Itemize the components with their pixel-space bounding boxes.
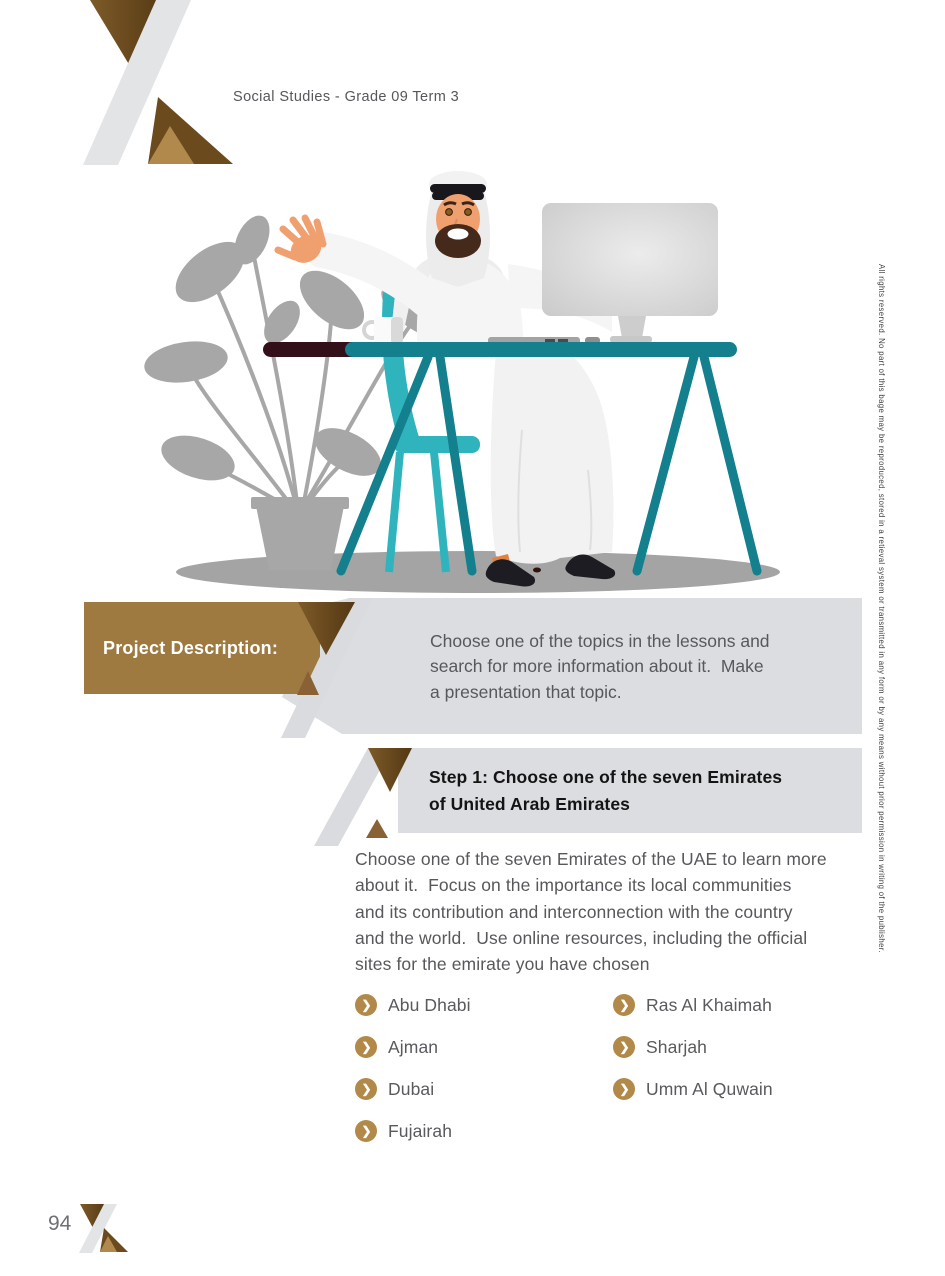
list-item (355, 1036, 613, 1058)
project-description-banner (84, 602, 320, 694)
step1-body-line: Choose one of the seven Emirates of the UAE to learn more (355, 849, 827, 869)
publisher-logo-bottom (79, 1204, 128, 1253)
chevron-right-icon: ❯ (613, 1036, 635, 1058)
emirate-label: Dubai (388, 1078, 435, 1099)
emirates-column-2 (613, 994, 773, 1142)
list-item (613, 994, 773, 1016)
man-at-desk-illustration (142, 171, 780, 593)
project-description-line: a presentation that topic. (430, 681, 622, 702)
step1-body-line: sites for the emirate you have chosen (355, 954, 650, 975)
step1-title-line: of United Arab Emirates (429, 793, 630, 814)
chevron-right-icon: ❯ (355, 994, 377, 1016)
step1-body-line: about it. Focus on the importance its local communities (355, 875, 792, 896)
head (426, 171, 490, 287)
step1-title (429, 764, 782, 817)
project-description-line: search for more information about it. Make (430, 656, 764, 677)
mug-icon (364, 317, 403, 344)
emirate-label: Fujairah (388, 1120, 453, 1141)
emirate-label: Abu Dhabi (388, 994, 471, 1015)
step1-body-line: and its contribution and interconnection with the country (355, 901, 793, 922)
emirate-label: Ras Al Khaimah (646, 994, 772, 1015)
emirates-list (355, 994, 773, 1142)
project-description-label: Project Description: (103, 637, 279, 658)
page-number: 94 (48, 1212, 72, 1235)
step1-body-text (355, 846, 827, 977)
step1-title-line: Step 1: Choose one of the seven Emirates (429, 767, 783, 787)
list-item (355, 994, 613, 1016)
chevron-right-icon: ❯ (355, 1120, 377, 1142)
publisher-logo-top (83, 0, 233, 165)
page-header-title: Social Studies - Grade 09 Term 3 (233, 89, 460, 105)
project-description-text (430, 629, 770, 705)
chevron-right-icon: ❯ (355, 1036, 377, 1058)
chevron-right-icon: ❯ (613, 994, 635, 1016)
chevron-right-icon: ❯ (355, 1078, 377, 1100)
project-description-line: Choose one of the topics in the lessons and (430, 631, 770, 651)
list-item (613, 1078, 773, 1100)
chevron-right-icon: ❯ (613, 1078, 635, 1100)
emirate-label: Umm Al Quwain (646, 1078, 773, 1099)
emirate-label: Sharjah (646, 1036, 708, 1057)
list-item (355, 1078, 613, 1100)
list-item (613, 1036, 773, 1058)
copyright-vertical-note: All rights reserved. No part of this bage may be reproduced, stored in a retieval system or transmitted in any form or by any means without prior permission in writing of the publisher. (877, 264, 886, 953)
emirate-label: Ajman (388, 1036, 439, 1057)
list-item (355, 1120, 613, 1142)
emirates-column-1 (355, 994, 613, 1142)
step1-body-line: and the world. Use online resources, including the official (355, 927, 808, 948)
